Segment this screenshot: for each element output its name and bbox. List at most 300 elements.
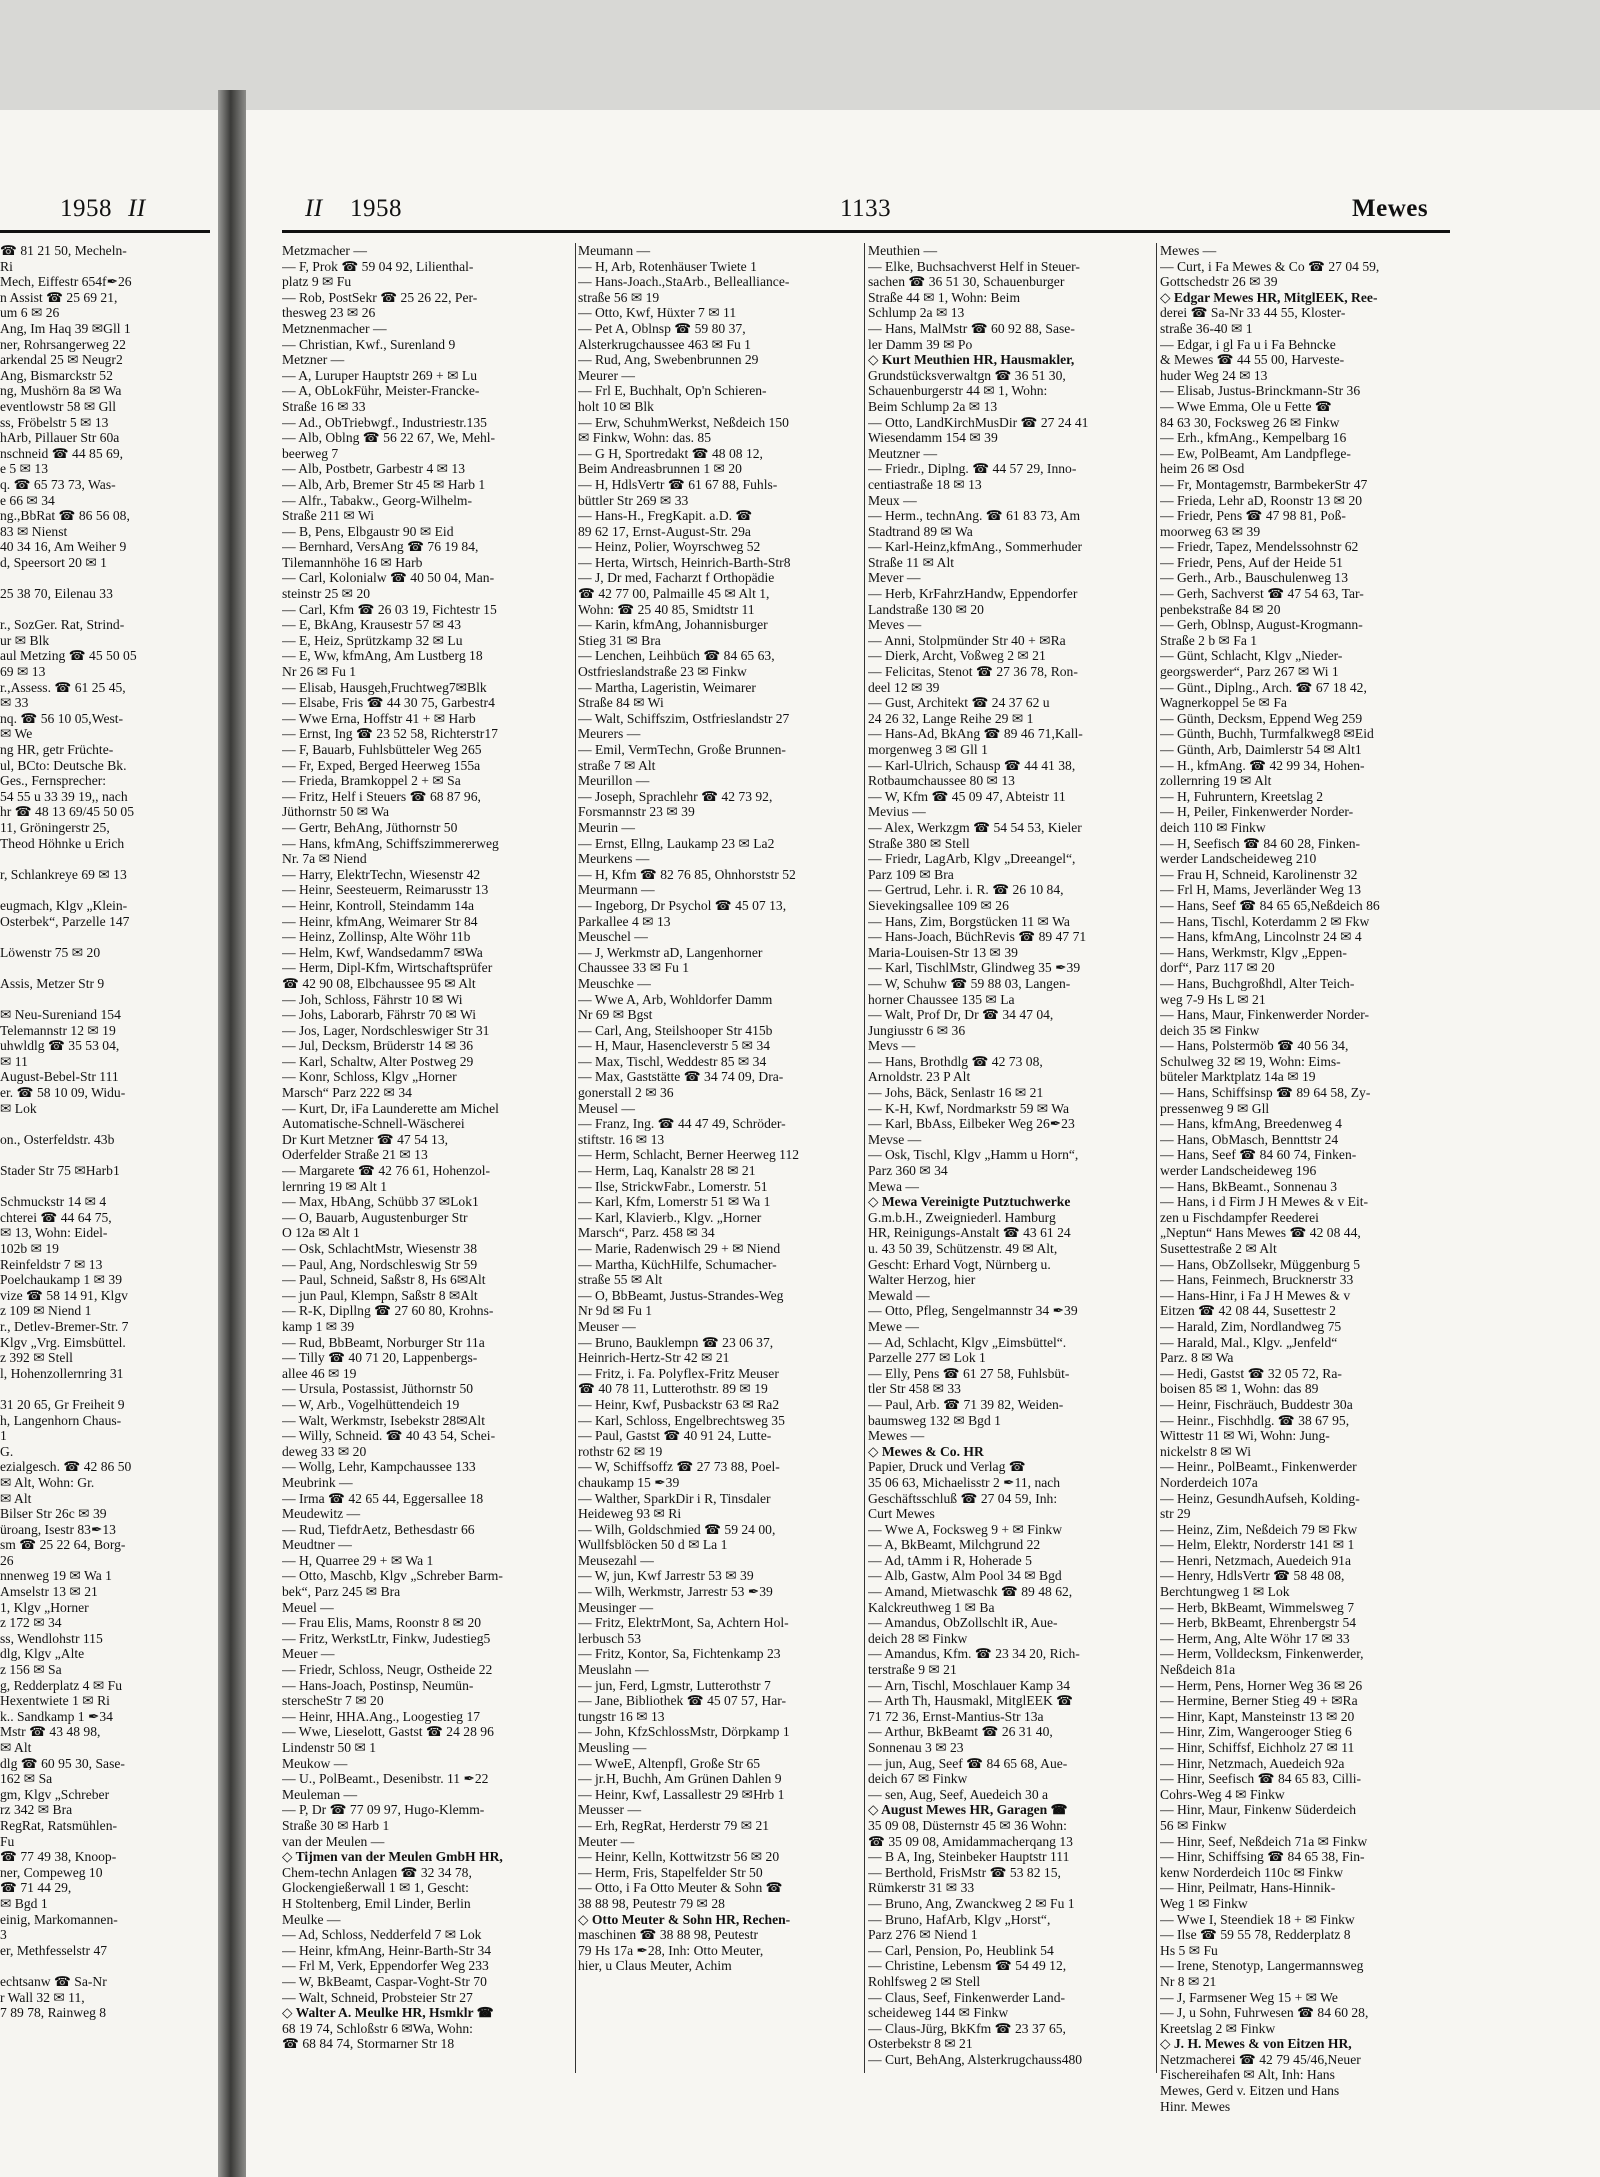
directory-entry-line: l, Hohenzollernring 31 <box>0 1365 124 1381</box>
directory-entry-line: — Helm, Kwf, Wandsedamm7 ✉Wa <box>282 944 483 960</box>
directory-entry-line <box>0 1381 210 1397</box>
directory-entry-line: — Amandus, ObZollschlt iR, Aue- <box>868 1615 1058 1631</box>
directory-entry-line: Beim Andreasbrunnen 1 ✉ 20 <box>578 461 742 477</box>
directory-entry-line: — F, Bauarb, Fuhlsbütteler Weg 265 <box>282 742 482 757</box>
directory-entry-line: — Fritz, WerkstLtr, Finkw, Judestieg5 <box>282 1630 491 1646</box>
directory-entry-line: echtsanw ☎ Sa-Nr <box>0 1973 107 1989</box>
directory-entry-line: Meuleman — <box>282 1786 358 1802</box>
directory-entry-line: — Alb, Postbetr, Garbestr 4 ✉ 13 <box>282 461 466 477</box>
column-divider <box>575 243 576 2073</box>
directory-entry-line: Meukow — <box>282 1755 348 1771</box>
directory-entry-line: Berchtungweg 1 ✉ Lok <box>1160 1584 1290 1600</box>
directory-entry-line: — Friedr., Diplng. ☎ 44 57 29, Inno- <box>868 461 1077 477</box>
directory-entry-line: 7 89 78, Rainweg 8 <box>0 2005 107 2021</box>
directory-entry-line: ◇ August Mewes HR, Garagen ☎ <box>868 1802 1068 1818</box>
directory-entry-line: 102b ✉ 19 <box>0 1241 59 1256</box>
directory-entry-line: — Pet A, Oblnsp ☎ 59 80 37, <box>578 320 746 336</box>
directory-entry-line: 11, Gröningerstr 25, <box>0 819 110 835</box>
directory-entry-line: — Heinr, Kelln, Kottwitzstr 56 ✉ 20 <box>578 1849 780 1865</box>
directory-entry-line: Curt Mewes <box>868 1506 935 1522</box>
directory-entry-line: nickelstr 8 ✉ Wi <box>1160 1443 1252 1459</box>
directory-entry-line: moorweg 63 ✉ 39 <box>1160 523 1261 539</box>
directory-entry-line: — U., PolBeamt., Desenibstr. 11 ✒22 <box>282 1771 489 1787</box>
directory-entry-line: — Wwe A, Arb, Wohldorfer Damm <box>578 991 773 1007</box>
directory-entry-line: — Hinr, Kapt, Mansteinstr 13 ✉ 20 <box>1160 1708 1355 1724</box>
directory-entry-line: — Gerh, Sachverst ☎ 47 54 63, Tar- <box>1160 586 1364 602</box>
directory-entry-line: — Hinr, Seef, Neßdeich 71a ✉ Finkw <box>1160 1833 1368 1849</box>
directory-entry-line <box>0 1147 210 1163</box>
directory-entry-line: Mewe — <box>868 1318 919 1334</box>
directory-entry-line: ✉ 13, Wohn: Eidel- <box>0 1225 108 1241</box>
directory-entry-line: Glockengießerwall 1 ✉ 1, Gescht: <box>282 1880 469 1896</box>
directory-entry-line: r.,Assess. ☎ 61 25 45, <box>0 679 126 695</box>
directory-entry-line: er. ☎ 58 10 09, Widu- <box>0 1085 126 1101</box>
directory-entry-line: 162 ✉ Sa <box>0 1771 53 1787</box>
directory-entry-line: kamp 1 ✉ 39 <box>282 1318 355 1334</box>
directory-entry-line: — Willy, Schneid. ☎ 40 43 54, Schei- <box>282 1428 496 1444</box>
directory-entry-line: — Rud, Ang, Swebenbrunnen 29 <box>578 352 759 368</box>
directory-entry-line: lerbusch 53 <box>578 1630 642 1646</box>
directory-entry-line: — Otto, Maschb, Klgv „Schreber Barm- <box>282 1568 503 1584</box>
directory-entry-line: — Fritz, Kontor, Sa, Fichtenkamp 23 <box>578 1646 781 1662</box>
directory-entry-line: — Paul, Arb. ☎ 71 39 82, Weiden- <box>868 1396 1064 1412</box>
directory-entry-line: — R-K, Dipllng ☎ 27 60 80, Krohns- <box>282 1303 494 1319</box>
directory-entry-line: Jungiusstr 6 ✉ 36 <box>868 1022 966 1038</box>
directory-entry-line: — sen, Aug, Seef, Auedeich 30 a <box>868 1786 1049 1802</box>
directory-entry-line: — Wwe Erna, Hoffstr 41 + ✉ Harb <box>282 710 476 726</box>
directory-entry-line: Automatische-Schnell-Wäscherei <box>282 1116 465 1132</box>
directory-entry-line: — Karl-Ulrich, Schausp ☎ 44 41 38, <box>868 757 1076 773</box>
directory-entry-line: — Christine, Lebensm ☎ 54 49 12, <box>868 1958 1067 1974</box>
directory-entry-line: Meurer — <box>578 367 635 383</box>
directory-entry-line: — Hans, BkBeamt., Sonnenau 3 <box>1160 1178 1338 1194</box>
directory-entry-line: — Frieda, Bramkoppel 2 + ✉ Sa <box>282 773 461 789</box>
directory-entry-line: Straße 44 ✉ 1, Wohn: Beim <box>868 289 1021 305</box>
directory-entry-line: derei ☎ Sa-Nr 33 44 55, Kloster- <box>1160 305 1346 321</box>
directory-entry-line: Rotbaumchaussee 80 ✉ 13 <box>868 773 1015 789</box>
directory-entry-line: — Osk, Tischl, Klgv „Hamm u Horn“, <box>868 1147 1079 1163</box>
directory-entry-line: z 109 ✉ Niend 1 <box>0 1303 92 1319</box>
directory-entry-line: Geschäftsschluß ☎ 27 04 59, Inh: <box>868 1490 1058 1506</box>
directory-entry-line: Chem-techn Anlagen ☎ 32 34 78, <box>282 1864 472 1880</box>
directory-entry-line: — Frieda, Lehr aD, Roonstr 13 ✉ 20 <box>1160 492 1363 508</box>
directory-column-2 <box>578 243 861 1974</box>
directory-entry-line: — Walt, Werkmstr, Isebekstr 28✉Alt <box>282 1412 485 1428</box>
directory-entry-line: — Harald, Zim, Nordlandweg 75 <box>1160 1318 1342 1334</box>
directory-entry-line: Mever — <box>868 570 921 586</box>
directory-entry-line: 89 62 17, Ernst-August-Str. 29a <box>578 523 751 539</box>
directory-entry-line: — Hermine, Berner Stieg 49 + ✉Ra <box>1160 1693 1358 1709</box>
directory-entry-line: ner, Compeweg 10 <box>0 1864 103 1880</box>
directory-entry-line: ng.,BbRat ☎ 86 56 08, <box>0 508 130 524</box>
directory-entry-line: — Dierk, Archt, Voßweg 2 ✉ 21 <box>868 648 1046 664</box>
directory-entry-line: 35 06 63, Michaelisstr 2 ✒11, nach <box>868 1474 1061 1490</box>
directory-entry-line: — Frl H, Mams, Jeverländer Weg 13 <box>1160 882 1362 898</box>
directory-entry-line: — Alb, Arb, Bremer Str 45 ✉ Harb 1 <box>282 476 486 492</box>
directory-entry-line: bek“, Parz 245 ✉ Bra <box>282 1584 401 1600</box>
directory-entry-line: — Irene, Stenotyp, Langermannsweg <box>1160 1958 1364 1974</box>
directory-entry-line: nschneid ☎ 44 85 69, <box>0 445 124 461</box>
directory-entry-line: — Karl, BbAss, Eilbeker Weg 26✒23 <box>868 1116 1075 1132</box>
directory-entry-line: — Hinr, Maur, Finkenw Süderdeich <box>1160 1802 1356 1818</box>
directory-entry-line: — K-H, Kwf, Nordmarkstr 59 ✉ Wa <box>868 1100 1070 1116</box>
directory-entry-line: — Emil, VermTechn, Große Brunnen- <box>578 742 786 757</box>
directory-entry-line: — jr.H, Buchh, Am Grünen Dahlen 9 <box>578 1771 782 1787</box>
directory-entry-line: — Karl, Schaltw, Alter Postweg 29 <box>282 1053 474 1069</box>
directory-entry-line: — Wwe I, Steendiek 18 + ✉ Finkw <box>1160 1911 1355 1927</box>
directory-entry-line: nnenweg 19 ✉ Wa 1 <box>0 1568 112 1584</box>
directory-entry-line: Eitzen ☎ 42 08 44, Susettestr 2 <box>1160 1303 1336 1319</box>
directory-entry-line: Meux — <box>868 492 917 508</box>
directory-entry-line: Meuslahn — <box>578 1662 649 1678</box>
directory-entry-line: Meudewitz — <box>282 1506 361 1522</box>
directory-entry-line: — Ursula, Postassist, Jüthornstr 50 <box>282 1381 474 1397</box>
directory-entry-line: — Gertr, BehAng, Jüthornstr 50 <box>282 819 458 835</box>
directory-entry-line: dlg ☎ 60 95 30, Sase- <box>0 1755 125 1771</box>
directory-entry-line: Grundstücksverwaltgn ☎ 36 51 30, <box>868 367 1066 383</box>
directory-entry-line: Oderfelder Straße 21 ✉ 13 <box>282 1147 428 1163</box>
directory-entry-line: Bilser Str 26c ✉ 39 <box>0 1506 107 1522</box>
directory-entry-line: Straße 2 b ✉ Fa 1 <box>1160 632 1258 648</box>
directory-entry-line: — Bruno, Ang, Zwanckweg 2 ✉ Fu 1 <box>868 1895 1075 1911</box>
directory-entry-line: — Hans-Ad, BkAng ☎ 89 46 71,Kall- <box>868 726 1083 742</box>
directory-entry-line: ss, Wendlohstr 115 <box>0 1630 103 1646</box>
directory-entry-line: ur ✉ Blk <box>0 632 50 648</box>
directory-entry-line: Nr 8 ✉ 21 <box>1160 1973 1217 1989</box>
directory-entry-line: Osterbekstr 8 ✉ 21 <box>868 2036 973 2052</box>
right-header-rule <box>282 230 1450 233</box>
directory-entry-line: Schmuckstr 14 ✉ 4 <box>0 1194 107 1210</box>
directory-entry-line: — Hans, Seef ☎ 84 65 65,Neßdeich 86 <box>1160 897 1380 913</box>
directory-entry-line: ◇ Tijmen van der Meulen GmbH HR, <box>282 1849 503 1865</box>
directory-entry-line: — J, Farmsener Weg 15 + ✉ We <box>1160 1989 1338 2005</box>
directory-entry-line: 83 ✉ Nienst <box>0 523 68 539</box>
directory-entry-line: Sonnenau 3 ✉ 23 <box>868 1740 964 1755</box>
directory-entry-line: — Lenchen, Leihbüch ☎ 84 65 63, <box>578 648 775 664</box>
directory-entry-line: — Walther, SparkDir i R, Tinsdaler <box>578 1490 771 1506</box>
directory-entry-line: — Wollg, Lehr, Kampchaussee 133 <box>282 1459 476 1475</box>
directory-entry-line: Fischereihafen ✉ Alt, Inh: Hans <box>1160 2067 1335 2083</box>
directory-entry-line: Marsch“, Parz. 458 ✉ 34 <box>578 1225 715 1241</box>
directory-entry-line: Meusser — <box>578 1802 642 1818</box>
directory-entry-line: — Johs, Laborarb, Fährstr 70 ✉ Wi <box>282 1007 477 1023</box>
directory-entry-line: — Carl, Kolonialw ☎ 40 50 04, Man- <box>282 570 495 586</box>
directory-entry-line: r Wall 32 ✉ 11, <box>0 1989 85 2005</box>
directory-entry-line: Nr 26 ✉ Fu 1 <box>282 664 357 680</box>
directory-entry-line: H Stoltenberg, Emil Linder, Berlin <box>282 1895 471 1911</box>
directory-entry-line: Parzelle 277 ✉ Lok 1 <box>868 1350 986 1366</box>
column-divider <box>864 243 865 2073</box>
directory-column-3 <box>868 243 1153 2067</box>
directory-entry-line: ☎ 81 21 50, Mecheln- <box>0 243 127 258</box>
directory-entry-line: — Ingeborg, Dr Psychol ☎ 45 07 13, <box>578 897 787 913</box>
directory-entry-line: — O, BbBeamt, Justus-Strandes-Weg <box>578 1287 784 1303</box>
directory-entry-line: — Berthold, FrisMstr ☎ 53 82 15, <box>868 1864 1061 1880</box>
directory-entry-line: z 392 ✉ Stell <box>0 1350 73 1366</box>
directory-entry-line: Maria-Louisen-Str 13 ✉ 39 <box>868 944 1018 960</box>
directory-entry-line: — Karl, TischlMstr, Glindweg 35 ✒39 <box>868 960 1081 976</box>
directory-entry-line: e 5 ✉ 13 <box>0 461 49 477</box>
directory-entry-line: sachen ☎ 36 51 30, Schauenburger <box>868 274 1065 290</box>
directory-entry-line: Meuschel — <box>578 929 648 945</box>
directory-entry-line: — Heinr, HHA.Ang., Loogestieg 17 <box>282 1708 481 1724</box>
directory-entry-line: — Hans, Seef ☎ 84 60 74, Finken- <box>1160 1147 1357 1163</box>
directory-entry-line: — Hans, kfmAng, Lincolnstr 24 ✉ 4 <box>1160 929 1362 945</box>
directory-entry-line: Mewes — <box>868 1428 925 1444</box>
directory-entry-line: Meuser — <box>578 1318 636 1334</box>
directory-entry-line: — Hans, Feinmech, Brucknerstr 33 <box>1160 1272 1354 1288</box>
directory-entry-line: 54 55 u 33 39 19,, nach <box>0 788 128 804</box>
directory-entry-line: Reinfeldstr 7 ✉ 13 <box>0 1256 103 1272</box>
directory-entry-line: — John, KfzSchlossMstr, Dörpkamp 1 <box>578 1724 790 1740</box>
directory-entry-line: — Curt, i Fa Mewes & Co ☎ 27 04 59, <box>1160 258 1380 274</box>
directory-entry-line: 31 20 65, Gr Freiheit 9 <box>0 1396 125 1412</box>
directory-entry-line: Meuthien — <box>868 243 938 258</box>
directory-entry-line: Meutzner — <box>868 445 938 461</box>
directory-entry-line: üroang, Isestr 83✒13 <box>0 1521 116 1537</box>
directory-entry-line: — Frau Elis, Mams, Roonstr 8 ✉ 20 <box>282 1615 482 1631</box>
directory-entry-line: August-Bebel-Str 111 <box>0 1069 119 1085</box>
directory-entry-line: — Rud, TiefdrAetz, Bethesdastr 66 <box>282 1521 475 1537</box>
directory-entry-line: — E, Ww, kfmAng, Am Lustberg 18 <box>282 648 483 664</box>
directory-entry-line: — Osk, SchlachtMstr, Wiesenstr 38 <box>282 1241 477 1256</box>
directory-entry-line: Mevius — <box>868 804 926 820</box>
directory-entry-line: — Fr, Exped, Berged Heerweg 155a <box>282 757 481 773</box>
directory-entry-line: — H, Peiler, Finkenwerder Norder- <box>1160 804 1354 820</box>
directory-entry-line: — Fr, Montagemstr, BarmbekerStr 47 <box>1160 476 1368 492</box>
directory-entry-line: ◇ Otto Meuter & Sohn HR, Rechen- <box>578 1911 791 1927</box>
directory-entry-line: Mewes, Gerd v. Eitzen und Hans <box>1160 2083 1340 2099</box>
directory-entry-line: „Neptun“ Hans Mewes ☎ 42 08 44, <box>1160 1225 1361 1241</box>
directory-entry-line: penbekstraße 84 ✉ 20 <box>1160 601 1281 617</box>
directory-entry-line: chaukamp 15 ✒39 <box>578 1474 680 1490</box>
directory-entry-line <box>0 882 210 898</box>
directory-entry-line: Landstraße 130 ✉ 20 <box>868 601 984 617</box>
directory-entry-line: Fu <box>0 1833 15 1849</box>
directory-entry-line: — Hans, MalMstr ☎ 60 92 88, Sase- <box>868 320 1075 336</box>
directory-entry-line: Arnoldstr. 23 P Alt <box>868 1069 971 1085</box>
directory-entry-line: g, Redderplatz 4 ✉ Fu <box>0 1677 123 1693</box>
directory-entry-line: — Otto, Kwf, Hüxter 7 ✉ 11 <box>578 305 737 321</box>
directory-entry-line: — Bruno, Bauklempn ☎ 23 06 37, <box>578 1334 774 1350</box>
directory-entry-line <box>0 929 210 945</box>
directory-entry-line: ☎ 42 90 08, Elbchaussee 95 ✉ Alt <box>282 975 476 991</box>
directory-entry-line: — jun, Aug, Seef ☎ 84 65 68, Aue- <box>868 1755 1068 1771</box>
directory-entry-line: — Walt, Schneid, Probsteier Str 27 <box>282 1989 473 2005</box>
directory-entry-line: Meuer — <box>282 1646 335 1662</box>
directory-entry-line: 84 63 30, Focksweg 26 ✉ Finkw <box>1160 414 1340 430</box>
directory-entry-line: Wiesendamm 154 ✉ 39 <box>868 430 998 446</box>
directory-entry-line: — Wilh, Werkmstr, Jarrestr 53 ✒39 <box>578 1584 773 1600</box>
directory-entry-line: vize ☎ 58 14 91, Klgv <box>0 1287 128 1303</box>
directory-entry-line: Parz 360 ✉ 34 <box>868 1163 948 1179</box>
directory-entry-line: — Karin, kfmAng, Johannisburger <box>578 617 768 633</box>
directory-entry-line: — WweE, Altenpfl, Große Str 65 <box>578 1755 761 1771</box>
directory-entry-line: — Karl, Kfm, Lomerstr 51 ✉ Wa 1 <box>578 1194 771 1210</box>
directory-entry-line: Meuter — <box>578 1833 635 1849</box>
directory-entry-line: — Karl, Schloss, Engelbrechtsweg 35 <box>578 1412 785 1428</box>
directory-entry-line: Cohrs-Weg 4 ✉ Finkw <box>1160 1786 1285 1802</box>
directory-entry-line: — Herb, KrFahrzHandw, Eppendorfer <box>868 586 1078 602</box>
directory-entry-line: Ri <box>0 258 13 274</box>
directory-entry-line: — Hans, Buchgroßhdl, Alter Teich- <box>1160 975 1355 991</box>
directory-entry-line: — Günt., Diplng., Arch. ☎ 67 18 42, <box>1160 679 1367 695</box>
directory-entry-line: Wagnerkoppel 5e ✉ Fa <box>1160 695 1287 711</box>
directory-entry-line: — H, HdlsVertr ☎ 61 67 88, Fuhls- <box>578 476 778 492</box>
directory-entry-line: 3 <box>0 1927 7 1943</box>
directory-entry-line: — Hans, Tischl, Koterdamm 2 ✉ Fkw <box>1160 913 1370 929</box>
directory-entry-line: — Ilse ☎ 59 55 78, Redderplatz 8 <box>1160 1927 1351 1943</box>
directory-entry-line: lernring 19 ✉ Alt 1 <box>282 1178 388 1194</box>
directory-entry-line: Walter Herzog, hier <box>868 1272 976 1288</box>
directory-entry-line: Parz. 8 ✉ Wa <box>1160 1350 1234 1366</box>
directory-entry-line: — Ilse, StrickwFabr., Lomerstr. 51 <box>578 1178 768 1194</box>
directory-entry-line: horner Chaussee 135 ✉ La <box>868 991 1015 1007</box>
directory-entry-line: — Heinz, Zollinsp, Alte Wöhr 11b <box>282 929 471 945</box>
directory-entry-line: ◇ Kurt Meuthien HR, Hausmakler, <box>868 352 1075 368</box>
directory-entry-line: Gescht: Erhard Vogt, Nürnberg u. <box>868 1256 1051 1272</box>
directory-entry-line: — Harald, Mal., Klgv. „Jenfeld“ <box>1160 1334 1338 1350</box>
directory-entry-line: — Claus, Seef, Finkenwerder Land- <box>868 1989 1066 2005</box>
directory-entry-line: — Herm, Laq, Kanalstr 28 ✉ 21 <box>578 1163 756 1179</box>
directory-entry-line: — E, BkAng, Krausestr 57 ✉ 43 <box>282 617 462 633</box>
directory-entry-line: baumsweg 132 ✉ Bgd 1 <box>868 1412 1001 1428</box>
directory-entry-line: Stieg 31 ✉ Bra <box>578 632 661 648</box>
directory-entry-line: — Günth, Decksm, Eppend Weg 259 <box>1160 710 1363 726</box>
directory-entry-line: — A, Luruper Hauptstr 269 + ✉ Lu <box>282 367 477 383</box>
directory-entry-line: heim 26 ✉ Osd <box>1160 461 1245 477</box>
directory-entry-line: — Walt, Prof Dr, Dr ☎ 34 47 04, <box>868 1007 1054 1023</box>
directory-entry-line: — Martha, KüchHilfe, Schumacher- <box>578 1256 777 1272</box>
directory-entry-line: 1 <box>0 1428 7 1444</box>
directory-entry-line: 35 09 08, Düsternstr 45 ✉ 36 Wohn: <box>868 1817 1067 1833</box>
directory-entry-line: — W, Schiffsoffz ☎ 27 73 88, Poel- <box>578 1459 780 1475</box>
directory-entry-line: er, Methfesselstr 47 <box>0 1942 108 1958</box>
directory-entry-line: Chaussee 33 ✉ Fu 1 <box>578 960 690 976</box>
directory-entry-line: — Wwe A, Focksweg 9 + ✉ Finkw <box>868 1521 1063 1537</box>
directory-entry-line: — Carl, Pension, Po, Heublink 54 <box>868 1942 1054 1958</box>
directory-entry-line: — Gerh., Arb., Bauschulenweg 13 <box>1160 570 1349 586</box>
directory-entry-line: — Heinr, Kontroll, Steindamm 14a <box>282 897 475 913</box>
directory-entry-line: boisen 85 ✉ 1, Wohn: das 89 <box>1160 1381 1319 1397</box>
directory-entry-line: sm ☎ 25 22 64, Borg- <box>0 1537 126 1553</box>
directory-entry-line: Mewes — <box>1160 243 1217 258</box>
directory-entry-line: Löwenstr 75 ✉ 20 <box>0 944 101 960</box>
directory-entry-line: — Heinr, Seesteuerm, Reimarusstr 13 <box>282 882 489 898</box>
directory-entry-line: — A, ObLokFühr, Meister-Francke- <box>282 383 480 399</box>
directory-entry-line: — Martha, Lageristin, Weimarer <box>578 679 756 695</box>
directory-entry-line: scheideweg 144 ✉ Finkw <box>868 2005 1009 2021</box>
directory-entry-line: — Henry, HdlsVertr ☎ 58 48 08, <box>1160 1568 1345 1584</box>
directory-entry-line: ✉ Neu-Sureniand 154 <box>0 1007 121 1023</box>
directory-entry-line: deel 12 ✉ 39 <box>868 679 940 695</box>
directory-entry-line: van der Meulen — <box>282 1833 385 1849</box>
directory-entry-line: Hexentwiete 1 ✉ Ri <box>0 1693 110 1709</box>
directory-entry-line: — Herta, Wirtsch, Heinrich-Barth-Str8 <box>578 554 791 570</box>
directory-entry-line: — Hans, Brothdlg ☎ 42 73 08, <box>868 1053 1043 1069</box>
directory-entry-line: ✉ 33 <box>0 695 29 711</box>
directory-entry-line: ◇ Walter A. Meulke HR, Hsmklr ☎ <box>282 2005 494 2021</box>
directory-entry-line: — Elke, Buchsachverst Helf in Steuer- <box>868 258 1080 274</box>
directory-entry-line: rz 342 ✉ Bra <box>0 1802 73 1818</box>
directory-entry-line: — Herm, Fris, Stapelfelder Str 50 <box>578 1864 763 1880</box>
directory-entry-line: e 66 ✉ 34 <box>0 492 55 508</box>
directory-entry-line: G.m.b.H., Zweigniederl. Hamburg <box>868 1209 1056 1225</box>
directory-entry-line: — Herb, BkBeamt, Ehrenbergstr 54 <box>1160 1615 1357 1631</box>
directory-entry-line: — Frl E, Buchhalt, Op'n Schieren- <box>578 383 767 399</box>
directory-entry-line: weg 7-9 Hs L ✉ 21 <box>1160 991 1266 1007</box>
directory-entry-line: — Margarete ☎ 42 76 61, Hohenzol- <box>282 1163 491 1179</box>
directory-entry-line: straße 36-40 ✉ 1 <box>1160 320 1253 336</box>
directory-entry-line: — Amandus, Kfm. ☎ 23 34 20, Rich- <box>868 1646 1080 1662</box>
directory-entry-line: Kreetslag 2 ✉ Finkw <box>1160 2020 1276 2036</box>
column-divider <box>1156 243 1157 2073</box>
directory-entry-line: on., Osterfeldstr. 43b <box>0 1131 115 1147</box>
directory-entry-line: — Alfr., Tabakw., Georg-Wilhelm- <box>282 492 473 508</box>
directory-entry-line: — G H, Sportredakt ☎ 48 08 12, <box>578 445 763 461</box>
directory-entry-line: straße 55 ✉ Alt <box>578 1272 663 1288</box>
directory-entry-line: Parz 109 ✉ Bra <box>868 866 954 882</box>
directory-entry-line: — Rob, PostSekr ☎ 25 26 22, Per- <box>282 289 478 305</box>
directory-entry-line: — Gertrud, Lehr. i. R. ☎ 26 10 84, <box>868 882 1064 898</box>
directory-entry-line: — Ernst, Ing ☎ 23 52 58, Richterstr17 <box>282 726 498 742</box>
directory-entry-line: — H, Kfm ☎ 82 76 85, Ohnhorststr 52 <box>578 866 796 882</box>
directory-entry-line: um 6 ✉ 26 <box>0 305 60 321</box>
directory-entry-line: Meubrink — <box>282 1474 353 1490</box>
directory-entry-line: Metzner — <box>282 352 345 368</box>
directory-entry-line: — Günt, Schlacht, Klgv „Nieder- <box>1160 648 1343 664</box>
directory-entry-line: — Otto, Pfleg, Sengelmannstr 34 ✒39 <box>868 1303 1078 1319</box>
directory-entry-line: Meuel — <box>282 1599 334 1615</box>
directory-entry-line: hier, u Claus Meuter, Achim <box>578 1958 732 1974</box>
directory-entry-line: Metznenmacher — <box>282 320 387 336</box>
directory-entry-line: — Ernst, Ellng, Laukamp 23 ✉ La2 <box>578 835 775 851</box>
directory-entry-line: Parkallee 4 ✉ 13 <box>578 913 671 929</box>
directory-entry-line: — Elisab, Hausgeh,Fruchtweg7✉Blk <box>282 679 487 695</box>
directory-entry-line: Jüthornstr 50 ✉ Wa <box>282 804 390 820</box>
directory-entry-line: 79 Hs 17a ✒28, Inh: Otto Meuter, <box>578 1942 764 1958</box>
directory-entry-line: deich 28 ✉ Finkw <box>868 1630 968 1646</box>
directory-entry-line: — H, Quarree 29 + ✉ Wa 1 <box>282 1552 434 1568</box>
directory-entry-line: Osterbek“, Parzelle 147 <box>0 913 130 929</box>
directory-entry-line: Nr 69 ✉ Bgst <box>578 1007 653 1023</box>
directory-entry-line: — Heinr., PolBeamt., Finkenwerder <box>1160 1459 1357 1475</box>
directory-entry-line: Stadtrand 89 ✉ Wa <box>868 523 973 539</box>
directory-entry-line: — Ad, tAmm i R, Hoherade 5 <box>868 1552 1032 1568</box>
directory-entry-line: — Hans, i d Firm J H Mewes & v Eit- <box>1160 1194 1369 1210</box>
directory-entry-line: — Hedi, Gastst ☎ 32 05 72, Ra- <box>1160 1365 1342 1381</box>
directory-entry-line: zollernring 19 ✉ Alt <box>1160 773 1272 789</box>
directory-entry-line: — Hans-Joach, Postinsp, Neumün- <box>282 1677 474 1693</box>
directory-entry-line: — P, Dr ☎ 77 09 97, Hugo-Klemm- <box>282 1802 485 1818</box>
directory-entry-line: — Heinr., Fischhdlg. ☎ 38 67 95, <box>1160 1412 1350 1428</box>
directory-entry-line: Straße 380 ✉ Stell <box>868 835 970 851</box>
directory-entry-line: Meurers — <box>578 726 641 742</box>
directory-entry-line: z 172 ✉ 34 <box>0 1615 62 1631</box>
directory-entry-line: — Hans, Zim, Borgstücken 11 ✉ Wa <box>868 913 1070 929</box>
directory-entry-line: — H, Fuhruntern, Kreetslag 2 <box>1160 788 1324 804</box>
directory-entry-line: ul, BCto: Deutsche Bk. <box>0 757 127 773</box>
directory-entry-line: ◇ Mewa Vereinigte Putztuchwerke <box>868 1194 1071 1210</box>
directory-entry-line: Stader Str 75 ✉Harb1 <box>0 1163 120 1179</box>
directory-entry-line: — W, BkBeamt, Caspar-Voght-Str 70 <box>282 1973 487 1989</box>
directory-entry-line: — Henri, Netzmach, Auedeich 91a <box>1160 1552 1351 1568</box>
directory-entry-line: Forsmannstr 23 ✉ 39 <box>578 804 695 820</box>
directory-entry-line: ◇ Mewes & Co. HR <box>868 1443 984 1459</box>
directory-entry-line: str 29 <box>1160 1506 1191 1522</box>
directory-entry-line: — J, Werkmstr aD, Langenhorner <box>578 944 763 960</box>
page-number: 1133 <box>840 195 892 222</box>
